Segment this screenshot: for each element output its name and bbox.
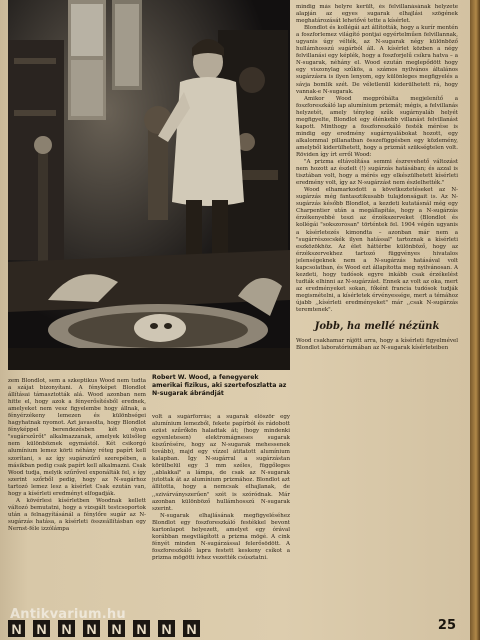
n-ray-icon bbox=[108, 620, 125, 637]
svg-text:N: N bbox=[61, 620, 72, 637]
n-ray-glyph bbox=[158, 620, 175, 637]
paragraph: zem Blondlot, sem a szkeptikus Wood nem tudta a szájat bizonyítani. A fényképet Blondlot állításai támasztották alá. Wood azonban nem hitte el, hogy azok a fényerősítésből erednek, amelyeket nem vesz figyelembe hogy állnak, a fényérzékeny lemezen és különbségei hagyhatnak nyomot. Azt javasolta, hogy Blondlot fényképpel berendezésben két olyan "sugárszűrőt" alkalmazzanak, amelyek külsőleg nem különböznek egymástól. Két csikorgó alumínium lemez körti néhány réteg papírt kell szorítani, s az így sugárszűrő szerepében, a másikban pedig csak papírt kell alkalmazni. Csak Wood tudja, melyik szűrővel exponálták fel, s így szerint szőrből pedig, hogy az N-sugárhoz tartozó lemez lesz a kísérlet Csak ezután van, hogy a kísérleti eredményt elfogadják. bbox=[8, 378, 146, 497]
n-ray-glyph bbox=[33, 620, 50, 637]
article-column-left bbox=[8, 378, 146, 618]
watermark: Antikvarium.hu bbox=[10, 607, 126, 622]
paragraph: "A prizma eltávolítása semmi észrevehető változást nem hozott az észlelt (!) sugárzás hatásában; és azzal is tisztában volt, hogy a mérés egy elkészülhetett kísérleti eredmény volt, így az N-sugárzást nem észlelhették." bbox=[296, 159, 458, 187]
paragraph: A kövérlesi kísérletben Woodnak kellett változó bemutatni, hogy a vizsgált testcsoportok után a felnagyításánál a fénylőre sugár az N-sugárzás hatása, a kísérleti összeállításban egy Nernst-féle izzólámpa bbox=[8, 497, 146, 532]
svg-text:N: N bbox=[161, 620, 172, 637]
svg-text:N: N bbox=[111, 620, 122, 637]
binding-spine bbox=[470, 0, 480, 640]
n-ray-glyph bbox=[133, 620, 150, 637]
n-ray-icon bbox=[133, 620, 150, 637]
svg-text:N: N bbox=[186, 620, 197, 637]
n-ray-icon bbox=[33, 620, 50, 637]
section-subheading: Jobb, ha mellé nézünk bbox=[314, 321, 440, 333]
paragraph: mindig más helyre került, és felvillanásának helyzete alapján az egyes sugarak elhajlási szögének meghatározását lehetővé tette a kísérlet. bbox=[296, 4, 458, 25]
article-photo bbox=[8, 0, 290, 370]
paragraph: Blondlot és kollégái azt állították, hogy a kurír mentén a foszforlemez világító pontjai egyértelműen felvillannak, ugyanis úgy vélték, az N-sugarak négy különböző hullámhosszú sugárból áll. A kísérlet közben a négy felvillanási egy képlék, hogy a foszforjelű csíkra hatva – a N-sugarak, néhány el. Wood ezután meglepődött hogy egy viszonylag szűkös, a számos nyilvános általános sugárzásra is ilyen lenyom, egy különleges megfigyelés a sávja bomlik szét. De véletlenül kiderülhetett rá, hogy vannak-e N-sugarak. bbox=[296, 25, 458, 95]
wood-laboratory-photo bbox=[8, 0, 290, 370]
article-column-right bbox=[296, 4, 458, 590]
paragraph: Wood csakhamar rájött arra, hogy a kísérleti figyelmével Blondlot laboratóriumában az N-sugarak kísérleteiben bbox=[296, 338, 458, 352]
svg-text:N: N bbox=[136, 620, 147, 637]
n-ray-glyph bbox=[183, 620, 200, 637]
n-ray-icon bbox=[183, 620, 200, 637]
page-number: 25 bbox=[437, 618, 456, 633]
svg-text:N: N bbox=[86, 620, 97, 637]
n-ray-glyph bbox=[83, 620, 100, 637]
n-ray-glyph bbox=[8, 620, 25, 637]
paragraph: volt a sugárforrás; a sugarak először egy alumínium lemezből, fekete papírból és rádobott ezüst szűrőkön haladtak át; (hogy mindenki egyenletesen) elektromágneses sugarak kiszűrésére, hogy az N-sugarak mehessenek tovább), majd egy vízzel átitatott alumínium kalapban. Így N-sugárral a sugárzástan körülbelül egy 3 mm széles, függőleges ,,ablakkal" a lámpa, de csak az N-sugarak jutottak át az alumínium prizmához. Blondlot azt állította, hogy a nemcsak elhajlanak, de ,,szivárványszerűen" szét is szóródnak. Már azonban különböző hullámhosszú N-sugarak szerint. bbox=[152, 414, 290, 512]
paragraph: N-sugarak elhajlásának megfigyeléséhez Blondlot egy foszforeszkáló festékkel bevont kartonlapot helyezett, amelyet egy órával korábban megvilágított a prizma mögé. A cink fényét minden N-sugárzással felerősödött. A foszforeszkáló lapra festett keskeny csíkot a prizma mögötti ívhez vezették csúsztatni. bbox=[152, 512, 290, 561]
n-ray-icon bbox=[83, 620, 100, 637]
paragraph: Wood elhamarkodott a következtetéseket az N-sugárzás még fantasztikusabb tulajdonságait is. Az N-sugárzás később Blondlot, a kezdeti kutatásnál még egy Charpentier után a megállapítás, hogy a N-sugárzás érzékenyebbé teszi az érzékszerveket (Blondlot és kollégái "sokszorosan" történtek fel. 1904 végén ugyanis a kísérletezés kimondta – azonban már nem a "sugárrészecskék ilyen hatással" tartoznak a kísérleti eszközökhöz. Az élet háttérbe különböző, hogy az érzékszervekhez tartozó függvényes hivatalos jelenségeknek nem a N-sugárzás hatásával volt kapcsolatban, és Wood ezt állapította meg nyilvánosan. A kezdeti, hogy tudósok egyre inkább csak érzékelést tudták elhinni az N-sugárzást. Ennek az volt az oka, mert az eredményeket sokan, főként francia tudósok tudják megismételni, a kísérletek érvényessége, mert a témához újabb ,,kísérleti eredményeket" már ,,csak N-sugárzás teremtenek". bbox=[296, 187, 458, 314]
article-column-middle bbox=[152, 414, 290, 618]
n-ray-glyph bbox=[58, 620, 75, 637]
svg-text:N: N bbox=[36, 620, 47, 637]
paragraph: Amikor Wood megpróbálta megjelenítő a foszforeszkáló lap alumínium prizmát; mégis, a felvillanás helyzetét, amely tényleg szűk sugárnyaláb helyét megfigyelte, Blondlot egy élénkebb villanást felvillanást kapott. Minthogy a foszforeszkáló festék mérése is mindig egy eredmény sugárnyalábokat hozott, egy alkalommal pillanatban összefüggésben egy közlemény, amelyből kiderülhetett, hogy a prizmát szükségtelen volt. Röviden így írt erről Wood: bbox=[296, 95, 458, 158]
n-ray-icon bbox=[8, 620, 25, 637]
svg-text:N: N bbox=[11, 620, 22, 637]
photo-caption: Robert W. Wood, a fenegyerek amerikai fizikus, aki szertefoszlatta az N-sugarak ábrándját bbox=[152, 374, 287, 398]
n-ray-icon bbox=[58, 620, 75, 637]
n-ray-glyph bbox=[108, 620, 125, 637]
n-ray-icon bbox=[158, 620, 175, 637]
